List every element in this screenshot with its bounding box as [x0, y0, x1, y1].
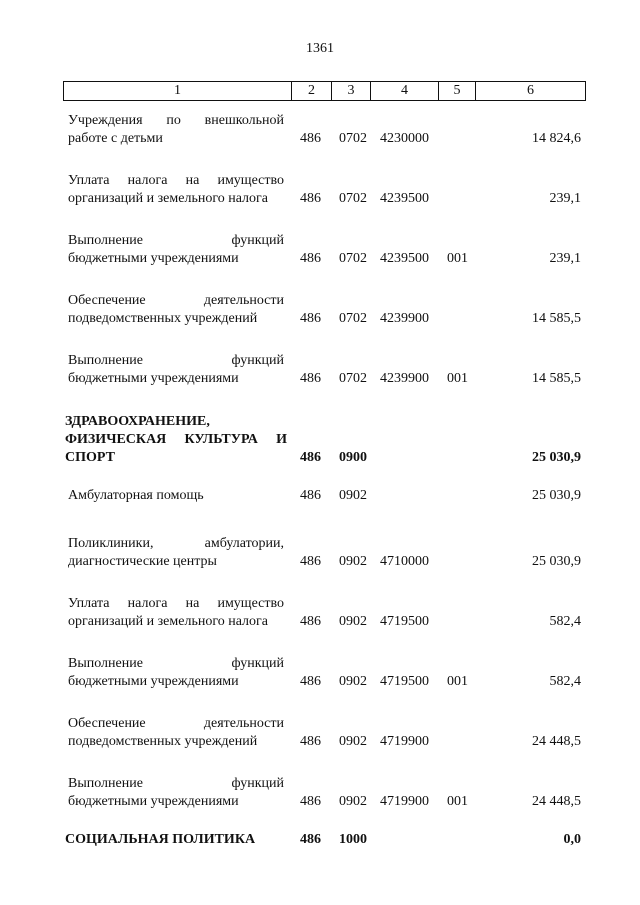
row-c3: 0702 [339, 131, 367, 146]
row-c2: 486 [300, 832, 321, 847]
row-name [68, 715, 284, 751]
row-c6: 25 030,9 [532, 488, 581, 503]
row-c6: 25 030,9 [532, 554, 581, 569]
row-name-line: ЗДРАВООХРАНЕНИЕ, [65, 414, 210, 429]
row-c4: 4230000 [380, 131, 429, 146]
row-c5: 001 [447, 794, 468, 809]
row-name-line: СПОРТ [65, 450, 115, 465]
row-c5: 001 [447, 251, 468, 266]
row-c3: 0702 [339, 371, 367, 386]
row-name-line: Уплата налога на имущество [68, 173, 284, 188]
row-c4: 4239900 [380, 371, 429, 386]
row-name-line: Выполнение функций [68, 656, 284, 671]
row-name-line: Выполнение функций [68, 233, 284, 248]
row-c5: 001 [447, 674, 468, 689]
row-c2: 486 [300, 191, 321, 206]
row-c6: 14 585,5 [532, 311, 581, 326]
row-c3: 0902 [339, 734, 367, 749]
row-c4: 4710000 [380, 554, 429, 569]
row-c6: 239,1 [549, 191, 581, 206]
row-name-line: СОЦИАЛЬНАЯ ПОЛИТИКА [65, 832, 256, 847]
row-name [68, 655, 284, 691]
row-c2: 486 [300, 794, 321, 809]
row-c3: 0902 [339, 554, 367, 569]
row-c6: 14 585,5 [532, 371, 581, 386]
row-c2: 486 [300, 554, 321, 569]
row-c2: 486 [300, 614, 321, 629]
row-c3: 0702 [339, 311, 367, 326]
row-name [68, 775, 284, 811]
row-name [68, 112, 284, 148]
row-c2: 486 [300, 371, 321, 386]
row-c4: 4719900 [380, 794, 429, 809]
row-c2: 486 [300, 674, 321, 689]
row-c2: 486 [300, 450, 321, 465]
row-c3: 0900 [339, 450, 367, 465]
row-c6: 24 448,5 [532, 734, 581, 749]
row-name [68, 487, 284, 505]
row-c4: 4239500 [380, 251, 429, 266]
row-name-line: Амбулаторная помощь [68, 488, 204, 503]
row-name [65, 413, 287, 467]
row-name-line: бюджетными учреждениями [68, 674, 239, 689]
row-name-line: бюджетными учреждениями [68, 794, 239, 809]
row-name [68, 172, 284, 208]
row-c6: 239,1 [549, 251, 581, 266]
row-c6: 582,4 [549, 614, 581, 629]
row-name-line: Поликлиники, амбулатории, [68, 536, 284, 551]
row-c3: 0702 [339, 191, 367, 206]
row-c2: 486 [300, 251, 321, 266]
row-c5: 001 [447, 371, 468, 386]
row-c3: 0902 [339, 488, 367, 503]
row-c2: 486 [300, 488, 321, 503]
row-c3: 0902 [339, 614, 367, 629]
row-name-line: Обеспечение деятельности [68, 293, 284, 308]
row-c4: 4239500 [380, 191, 429, 206]
row-c3: 0902 [339, 674, 367, 689]
row-c4: 4719900 [380, 734, 429, 749]
row-name-line: бюджетными учреждениями [68, 371, 239, 386]
row-name-line: Выполнение функций [68, 776, 284, 791]
row-name-line: Выполнение функций [68, 353, 284, 368]
row-name-line: ФИЗИЧЕСКАЯ КУЛЬТУРА И [65, 432, 287, 447]
row-c6: 582,4 [549, 674, 581, 689]
row-name [68, 292, 284, 328]
row-c6: 14 824,6 [532, 131, 581, 146]
row-name-line: диагностические центры [68, 554, 217, 569]
row-c3: 1000 [339, 832, 367, 847]
row-name-line: организаций и земельного налога [68, 614, 268, 629]
row-c2: 486 [300, 311, 321, 326]
row-c2: 486 [300, 734, 321, 749]
row-name [65, 831, 287, 849]
row-name-line: работе с детьми [68, 131, 163, 146]
row-name-line: бюджетными учреждениями [68, 251, 239, 266]
header-col-4: 4 [371, 82, 439, 101]
header-col-3: 3 [332, 82, 371, 101]
row-name-line: Уплата налога на имущество [68, 596, 284, 611]
row-name [68, 535, 284, 571]
row-c3: 0902 [339, 794, 367, 809]
row-c4: 4239900 [380, 311, 429, 326]
row-c6: 25 030,9 [532, 450, 581, 465]
row-name-line: Обеспечение деятельности [68, 716, 284, 731]
row-c6: 24 448,5 [532, 794, 581, 809]
row-name [68, 232, 284, 268]
row-c2: 486 [300, 131, 321, 146]
row-name-line: Учреждения по внешкольной [68, 113, 284, 128]
row-c4: 4719500 [380, 614, 429, 629]
row-c6: 0,0 [563, 832, 581, 847]
header-col-5: 5 [439, 82, 476, 101]
row-name [68, 595, 284, 631]
header-col-6: 6 [476, 82, 586, 101]
header-col-2: 2 [292, 82, 332, 101]
row-c4: 4719500 [380, 674, 429, 689]
row-name-line: подведомственных учреждений [68, 734, 258, 749]
row-name-line: организаций и земельного налога [68, 191, 268, 206]
row-c3: 0702 [339, 251, 367, 266]
row-name [68, 352, 284, 388]
page-number: 1361 [306, 41, 334, 56]
header-col-1: 1 [64, 82, 292, 101]
row-name-line: подведомственных учреждений [68, 311, 258, 326]
